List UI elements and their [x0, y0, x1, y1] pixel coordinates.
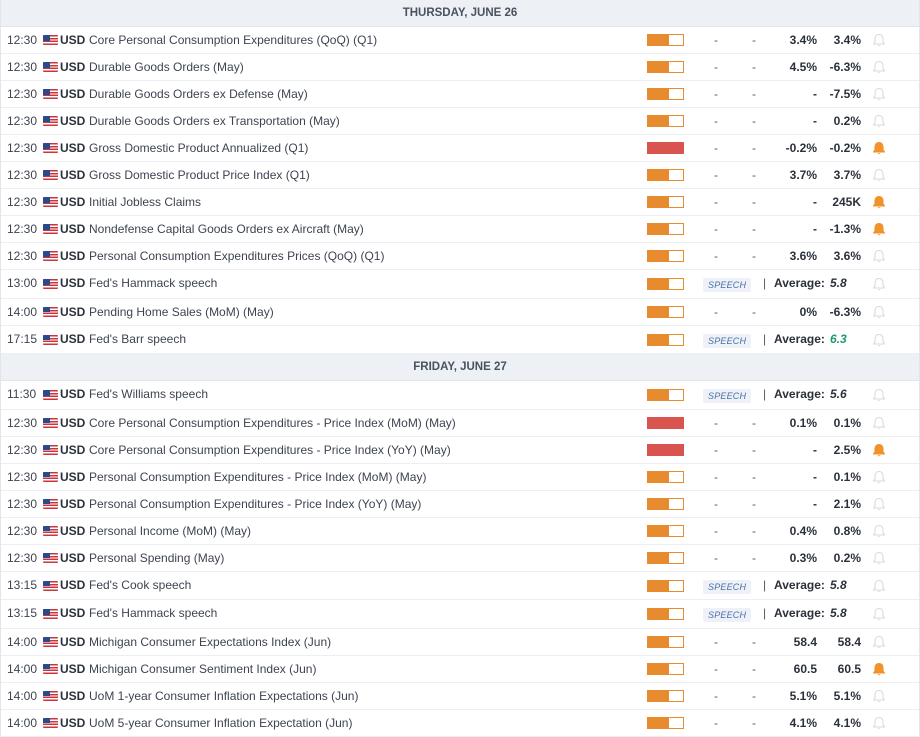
event-time: 13:15: [7, 577, 38, 592]
event-previous: 5.1%: [833, 688, 861, 703]
event-deviation: -: [752, 442, 756, 457]
event-time: 14:00: [7, 304, 38, 319]
event-row[interactable]: [1, 629, 919, 656]
event-time: 12:30: [7, 114, 38, 128]
volatility-bar: [647, 552, 684, 564]
us-flag-icon: [43, 224, 58, 234]
event-time: 13:00: [7, 276, 38, 290]
event-row[interactable]: [1, 656, 919, 683]
event-row[interactable]: [1, 54, 919, 81]
speech-badge: SPEECH: [703, 334, 751, 348]
speech-badge: SPEECH: [703, 608, 751, 622]
event-name[interactable]: Personal Income (MoM) (May): [89, 523, 252, 538]
event-previous: 0.2%: [833, 550, 861, 565]
event-name[interactable]: Nondefense Capital Goods Orders ex Aircraft (May): [89, 222, 364, 236]
bell-icon[interactable]: [872, 87, 886, 102]
event-time: 12:30: [7, 195, 38, 209]
volatility-bar: [647, 471, 684, 483]
event-actual: -: [714, 87, 718, 101]
us-flag-icon: [43, 170, 58, 180]
average-label: Average:: [774, 276, 825, 290]
event-actual: -: [714, 195, 718, 209]
event-currency: USD: [60, 634, 86, 649]
event-time: 12:30: [7, 141, 38, 155]
event-consensus: -0.2%: [785, 141, 817, 155]
event-time: 14:00: [7, 661, 38, 676]
us-flag-icon: [43, 62, 58, 72]
event-previous: -0.2%: [829, 141, 861, 155]
us-flag-icon: [43, 499, 58, 509]
us-flag-icon: [43, 89, 58, 99]
event-actual: -: [714, 222, 718, 236]
us-flag-icon: [43, 609, 58, 619]
event-deviation: -: [752, 87, 756, 101]
event-actual: -: [714, 114, 718, 128]
volatility-bar: [647, 690, 684, 702]
volatility-bar: [647, 717, 684, 729]
bell-icon[interactable]: [872, 60, 886, 75]
event-time: 14:00: [7, 688, 38, 703]
bell-icon[interactable]: [872, 249, 886, 264]
event-deviation: -: [752, 60, 756, 74]
event-actual: -: [714, 496, 718, 511]
day-header: THURSDAY, JUNE 26: [1, 0, 919, 27]
event-currency: USD: [60, 304, 86, 319]
event-consensus: -: [813, 114, 817, 128]
event-currency: USD: [60, 442, 86, 457]
event-row[interactable]: [1, 326, 919, 355]
average-label: Average:: [774, 606, 825, 620]
volatility-bar: [647, 444, 684, 456]
event-actual: -: [714, 415, 718, 430]
speech-badge: SPEECH: [703, 278, 751, 292]
bell-icon[interactable]: [872, 716, 886, 731]
volatility-bar: [647, 223, 684, 235]
event-actual: -: [714, 442, 718, 457]
event-currency: USD: [60, 249, 86, 263]
separator: |: [763, 606, 767, 620]
bell-icon[interactable]: [872, 635, 886, 650]
event-time: 12:30: [7, 415, 38, 430]
event-row[interactable]: [1, 491, 919, 518]
event-consensus: -: [813, 222, 817, 236]
event-deviation: -: [752, 195, 756, 209]
bell-icon[interactable]: [872, 33, 886, 48]
volatility-bar: [647, 580, 684, 592]
bell-icon[interactable]: [872, 114, 886, 129]
event-previous: 245K: [832, 195, 861, 209]
event-time: 13:15: [7, 606, 38, 620]
average-label: Average:: [774, 331, 825, 346]
us-flag-icon: [43, 279, 58, 289]
event-previous: -7.5%: [829, 87, 861, 101]
event-row[interactable]: [1, 216, 919, 243]
us-flag-icon: [43, 35, 58, 45]
us-flag-icon: [43, 418, 58, 428]
separator: |: [763, 331, 767, 346]
us-flag-icon: [43, 116, 58, 126]
event-deviation: -: [752, 715, 756, 730]
event-row[interactable]: [1, 81, 919, 108]
us-flag-icon: [43, 553, 58, 563]
us-flag-icon: [43, 664, 58, 674]
event-previous: 0.1%: [833, 415, 861, 430]
separator: |: [763, 387, 767, 401]
event-name[interactable]: Gross Domestic Product Price Index (Q1): [89, 168, 310, 182]
event-time: 12:30: [7, 469, 38, 484]
event-consensus: 0.4%: [789, 523, 817, 538]
event-currency: USD: [60, 415, 86, 430]
event-name[interactable]: Core Personal Consumption Expenditures - Price Index (YoY) (May): [89, 442, 451, 457]
event-time: 12:30: [7, 496, 38, 511]
event-name[interactable]: UoM 5-year Consumer Inflation Expectation (Jun): [89, 715, 353, 730]
event-previous: 4.1%: [833, 715, 861, 730]
volatility-bar: [647, 34, 684, 46]
volatility-bar: [647, 608, 684, 620]
event-name[interactable]: Michigan Consumer Expectations Index (Jun): [89, 634, 332, 649]
bell-icon[interactable]: [872, 443, 886, 458]
event-deviation: -: [752, 661, 756, 676]
event-consensus: 3.6%: [789, 249, 817, 263]
event-deviation: -: [752, 168, 756, 182]
event-time: 17:15: [7, 331, 38, 346]
bell-icon[interactable]: [872, 168, 886, 183]
event-name[interactable]: Fed's Williams speech: [89, 387, 208, 401]
day-header: FRIDAY, JUNE 27: [1, 354, 919, 381]
event-currency: USD: [60, 688, 86, 703]
event-name[interactable]: Initial Jobless Claims: [89, 195, 202, 209]
event-deviation: -: [752, 304, 756, 319]
event-deviation: -: [752, 634, 756, 649]
event-time: 12:30: [7, 87, 38, 101]
event-consensus: -: [813, 496, 817, 511]
event-name[interactable]: Durable Goods Orders ex Defense (May): [89, 87, 308, 101]
event-currency: USD: [60, 195, 86, 209]
event-consensus: 4.5%: [789, 60, 817, 74]
event-previous: -1.3%: [829, 222, 861, 236]
event-currency: USD: [60, 60, 86, 74]
event-row[interactable]: [1, 545, 919, 572]
event-name[interactable]: Durable Goods Orders ex Transportation (May): [89, 114, 340, 128]
event-consensus: -: [813, 469, 817, 484]
bell-icon[interactable]: [872, 551, 886, 566]
average-value: 5.8: [830, 276, 847, 290]
event-row[interactable]: [1, 27, 919, 54]
event-actual: -: [714, 249, 718, 263]
event-row[interactable]: [1, 189, 919, 216]
event-time: 12:30: [7, 222, 38, 236]
separator: |: [763, 276, 767, 290]
us-flag-icon: [43, 691, 58, 701]
event-row[interactable]: [1, 108, 919, 135]
event-time: 14:00: [7, 634, 38, 649]
event-deviation: -: [752, 249, 756, 263]
event-currency: USD: [60, 577, 86, 592]
event-name[interactable]: Pending Home Sales (MoM) (May): [89, 304, 274, 319]
event-time: 12:30: [7, 523, 38, 538]
event-previous: 3.6%: [833, 249, 861, 263]
event-deviation: -: [752, 496, 756, 511]
us-flag-icon: [43, 637, 58, 647]
event-previous: -6.3%: [829, 304, 861, 319]
event-row[interactable]: [1, 381, 919, 410]
event-previous: 0.8%: [833, 523, 861, 538]
speech-badge: SPEECH: [703, 389, 751, 403]
volatility-bar: [647, 389, 684, 401]
event-name[interactable]: Personal Spending (May): [89, 550, 225, 565]
event-currency: USD: [60, 469, 86, 484]
event-previous: 58.4: [837, 634, 861, 649]
event-actual: -: [714, 715, 718, 730]
event-currency: USD: [60, 87, 86, 101]
event-row[interactable]: [1, 410, 919, 437]
us-flag-icon: [43, 251, 58, 261]
event-time: 12:30: [7, 249, 38, 263]
event-previous: 0.1%: [833, 469, 861, 484]
event-time: 12:30: [7, 168, 38, 182]
us-flag-icon: [43, 526, 58, 536]
volatility-bar: [647, 417, 684, 429]
event-deviation: -: [752, 523, 756, 538]
us-flag-icon: [43, 445, 58, 455]
us-flag-icon: [43, 143, 58, 153]
event-currency: USD: [60, 661, 86, 676]
event-name[interactable]: Personal Consumption Expenditures - Price Index (YoY) (May): [89, 496, 422, 511]
event-currency: USD: [60, 222, 86, 236]
event-row[interactable]: [1, 600, 919, 629]
us-flag-icon: [43, 581, 58, 591]
volatility-bar: [647, 250, 684, 262]
event-row[interactable]: [1, 162, 919, 189]
separator: |: [763, 577, 767, 592]
event-name[interactable]: Core Personal Consumption Expenditures - Price Index (MoM) (May): [89, 415, 456, 430]
event-actual: -: [714, 33, 718, 47]
event-deviation: -: [752, 469, 756, 484]
event-currency: USD: [60, 331, 86, 346]
event-name[interactable]: Gross Domestic Product Annualized (Q1): [89, 141, 309, 155]
event-actual: -: [714, 661, 718, 676]
volatility-bar: [647, 525, 684, 537]
event-time: 12:30: [7, 60, 38, 74]
event-currency: USD: [60, 387, 86, 401]
bell-icon[interactable]: [872, 141, 886, 156]
event-name[interactable]: Michigan Consumer Sentiment Index (Jun): [89, 661, 317, 676]
volatility-bar: [647, 334, 684, 346]
event-row[interactable]: [1, 572, 919, 601]
volatility-bar: [647, 88, 684, 100]
bell-icon[interactable]: [872, 524, 886, 539]
average-label: Average:: [774, 387, 825, 401]
average-label: Average:: [774, 577, 825, 592]
us-flag-icon: [43, 307, 58, 317]
volatility-bar: [647, 306, 684, 318]
bell-icon[interactable]: [872, 470, 886, 485]
event-currency: USD: [60, 606, 86, 620]
bell-icon[interactable]: [872, 195, 886, 210]
event-actual: -: [714, 304, 718, 319]
event-currency: USD: [60, 141, 86, 155]
volatility-bar: [647, 61, 684, 73]
event-row[interactable]: [1, 464, 919, 491]
event-previous: 60.5: [837, 661, 861, 676]
bell-icon[interactable]: [872, 579, 886, 594]
event-row[interactable]: [1, 270, 919, 299]
event-row[interactable]: [1, 437, 919, 464]
event-actual: -: [714, 634, 718, 649]
event-row[interactable]: [1, 710, 919, 737]
event-name[interactable]: Fed's Barr speech: [89, 331, 187, 346]
event-name[interactable]: Durable Goods Orders (May): [89, 60, 244, 74]
event-previous: 2.1%: [833, 496, 861, 511]
event-row[interactable]: [1, 683, 919, 710]
event-name[interactable]: Fed's Cook speech: [89, 577, 192, 592]
event-name[interactable]: UoM 1-year Consumer Inflation Expectations (Jun): [89, 688, 359, 703]
bell-icon[interactable]: [872, 497, 886, 512]
event-time: 12:30: [7, 33, 38, 47]
volatility-bar: [647, 498, 684, 510]
event-time: 12:30: [7, 442, 38, 457]
event-previous: 3.7%: [833, 168, 861, 182]
event-time: 12:30: [7, 550, 38, 565]
event-consensus: 58.4: [793, 634, 817, 649]
event-name[interactable]: Fed's Hammack speech: [89, 276, 218, 290]
event-actual: -: [714, 60, 718, 74]
event-previous: 3.4%: [833, 33, 861, 47]
bell-icon[interactable]: [872, 662, 886, 677]
event-name[interactable]: Core Personal Consumption Expenditures (QoQ) (Q1): [89, 33, 378, 47]
us-flag-icon: [43, 390, 58, 400]
us-flag-icon: [43, 472, 58, 482]
event-actual: -: [714, 141, 718, 155]
average-value: 5.6: [830, 387, 847, 401]
event-previous: -6.3%: [829, 60, 861, 74]
us-flag-icon: [43, 335, 58, 345]
bell-icon[interactable]: [872, 222, 886, 237]
event-consensus: 0%: [799, 304, 817, 319]
event-currency: USD: [60, 276, 86, 290]
average-value: 6.3: [830, 331, 847, 346]
event-consensus: 5.1%: [789, 688, 817, 703]
event-currency: USD: [60, 715, 86, 730]
average-value: 5.8: [830, 577, 847, 592]
event-previous: 0.2%: [833, 114, 861, 128]
event-consensus: 4.1%: [789, 715, 817, 730]
bell-icon[interactable]: [872, 277, 886, 292]
event-actual: -: [714, 523, 718, 538]
event-name[interactable]: Fed's Hammack speech: [89, 606, 218, 620]
bell-icon[interactable]: [872, 305, 886, 320]
event-deviation: -: [752, 550, 756, 565]
us-flag-icon: [43, 197, 58, 207]
bell-icon[interactable]: [872, 388, 886, 403]
event-name[interactable]: Personal Consumption Expenditures Prices (QoQ) (Q1): [89, 249, 385, 263]
event-row[interactable]: [1, 518, 919, 545]
event-deviation: -: [752, 688, 756, 703]
bell-icon[interactable]: [872, 607, 886, 622]
bell-icon[interactable]: [872, 416, 886, 431]
event-time: 11:30: [7, 387, 37, 401]
event-consensus: 0.3%: [789, 550, 817, 565]
event-name[interactable]: Personal Consumption Expenditures - Price Index (MoM) (May): [89, 469, 427, 484]
average-value: 5.8: [830, 606, 847, 620]
volatility-bar: [647, 169, 684, 181]
event-row[interactable]: [1, 299, 919, 326]
event-actual: -: [714, 469, 718, 484]
event-row[interactable]: [1, 243, 919, 270]
event-currency: USD: [60, 496, 86, 511]
event-deviation: -: [752, 415, 756, 430]
event-currency: USD: [60, 168, 86, 182]
event-consensus: 3.7%: [789, 168, 817, 182]
volatility-bar: [647, 663, 684, 675]
speech-badge: SPEECH: [703, 580, 751, 594]
event-time: 14:00: [7, 715, 38, 730]
volatility-bar: [647, 636, 684, 648]
volatility-bar: [647, 278, 684, 290]
event-consensus: 3.4%: [789, 33, 817, 47]
event-currency: USD: [60, 550, 86, 565]
event-consensus: 0.1%: [789, 415, 817, 430]
event-deviation: -: [752, 33, 756, 47]
event-currency: USD: [60, 33, 86, 47]
event-deviation: -: [752, 141, 756, 155]
event-deviation: -: [752, 114, 756, 128]
event-consensus: -: [813, 87, 817, 101]
event-row[interactable]: [1, 135, 919, 162]
volatility-bar: [647, 115, 684, 127]
event-currency: USD: [60, 114, 86, 128]
event-consensus: -: [813, 195, 817, 209]
bell-icon[interactable]: [872, 689, 886, 704]
volatility-bar: [647, 142, 684, 154]
event-actual: -: [714, 168, 718, 182]
event-consensus: -: [813, 442, 817, 457]
bell-icon[interactable]: [872, 333, 886, 348]
volatility-bar: [647, 196, 684, 208]
event-currency: USD: [60, 523, 86, 538]
us-flag-icon: [43, 718, 58, 728]
event-actual: -: [714, 550, 718, 565]
event-actual: -: [714, 688, 718, 703]
event-previous: 2.5%: [833, 442, 861, 457]
event-deviation: -: [752, 222, 756, 236]
event-consensus: 60.5: [793, 661, 817, 676]
